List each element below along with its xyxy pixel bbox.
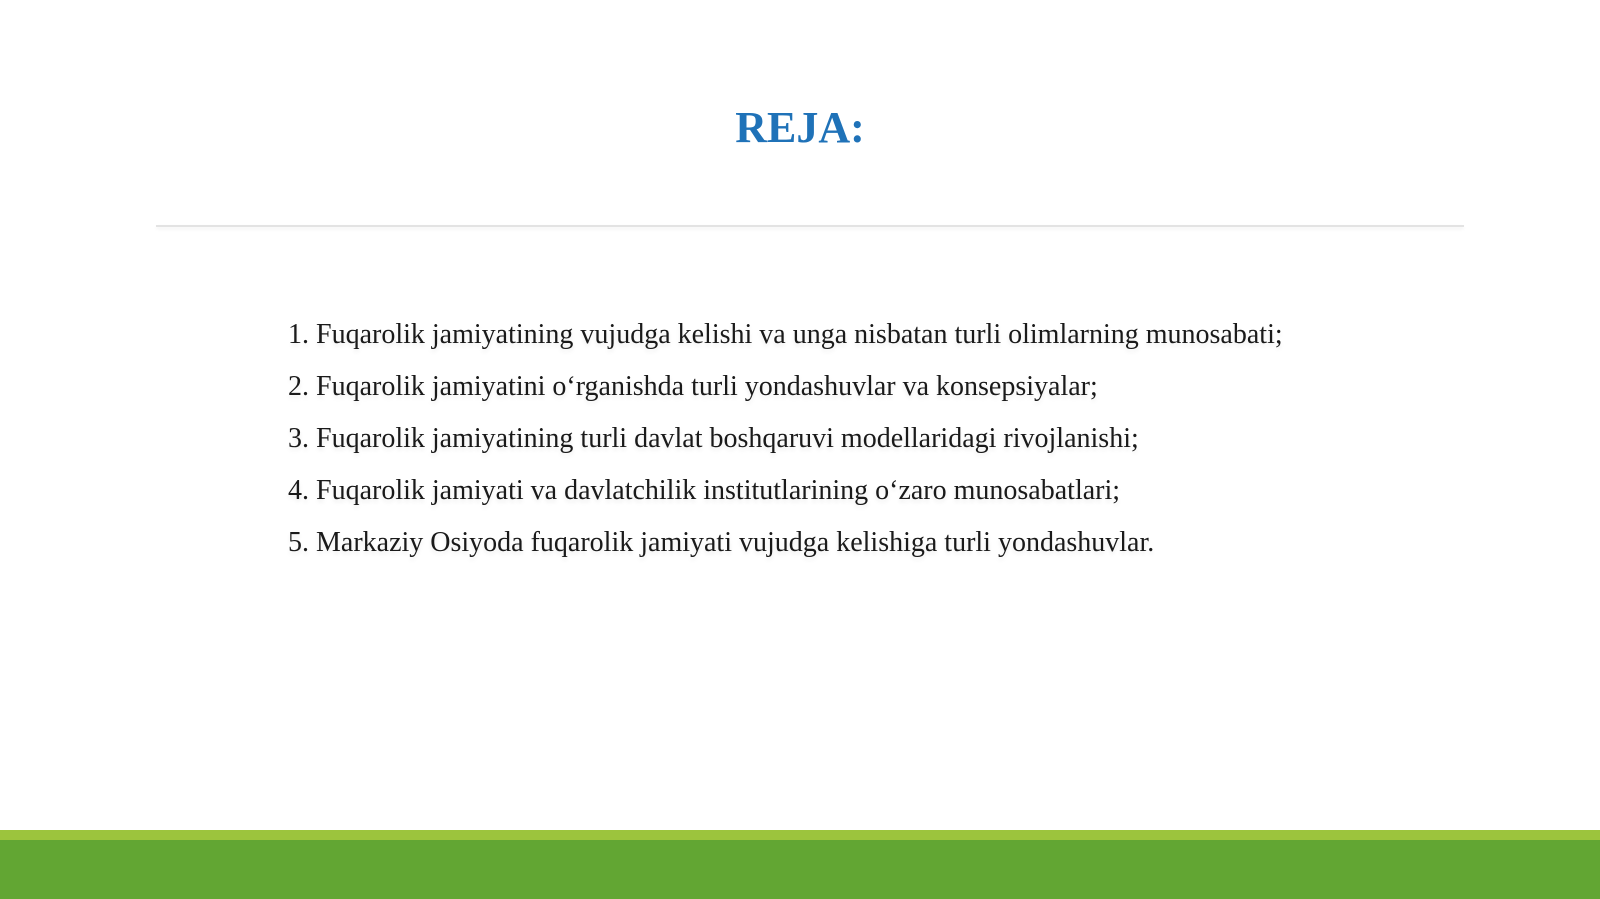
plan-item-4: 4. Fuqarolik jamiyati va davlatchilik institutlarining o‘zaro munosabatlari; (288, 475, 1121, 506)
footer-band (0, 840, 1600, 899)
slide-title: REJA: (735, 103, 865, 152)
plan-item-5: 5. Markaziy Osiyoda fuqarolik jamiyati vujudga kelishiga turli yondashuvlar. (288, 527, 1155, 558)
footer-accent-stripe (0, 830, 1600, 840)
title-divider (156, 225, 1464, 227)
plan-item-2: 2. Fuqarolik jamiyatini o‘rganishda turli yondashuvlar va konsepsiyalar; (288, 371, 1098, 402)
plan-list (288, 309, 1283, 569)
plan-item-1: 1. Fuqarolik jamiyatining vujudga kelishi va unga nisbatan turli olimlarning munosabati; (288, 319, 1283, 350)
plan-item-3: 3. Fuqarolik jamiyatining turli davlat boshqaruvi modellaridagi rivojlanishi; (288, 423, 1139, 454)
